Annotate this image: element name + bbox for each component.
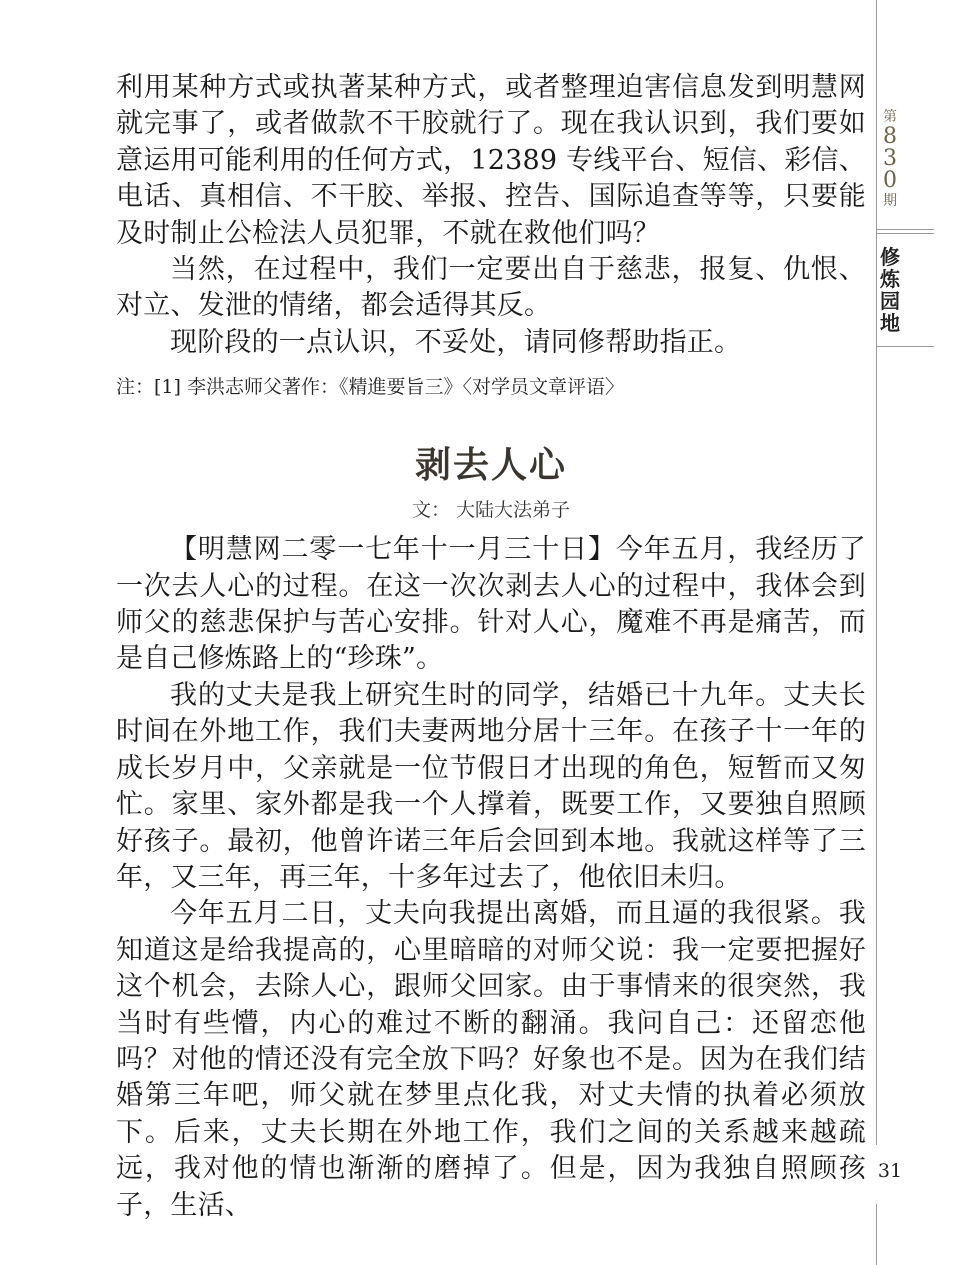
issue-suffix: 期 <box>883 193 897 209</box>
issue-digit: 8 <box>883 124 897 149</box>
article-paragraph: 今年五月二日，丈夫向我提出离婚，而且逼的我很紧。我知道这是给我提高的，心里暗暗的对师父说：我一定要把握好这个机会，去除人心，跟师父回家。由于事情来的很突然，我当时有些懵，内心的难过不断的翻涌。我问自己：还留恋他吗？对他的情还没有完全放下吗？好象也不是。因为在我们结婚第三年吧，师父就在梦里点化我，对丈夫情的执着必须放下。后来，丈夫长期在外地工作，我们之间的关系越来越疏远，我对他的情也渐渐的磨掉了。但是，因为我独自照顾孩子，生活、 <box>116 898 866 1221</box>
prev-article-paragraph: 当然，在过程中，我们一定要出自于慈悲，报复、仇恨、对立、发泄的情绪，都会适得其反。 <box>116 254 866 322</box>
prev-article-paragraph: 现阶段的一点认识，不妥处，请同修帮助指正。 <box>170 326 742 358</box>
section-char: 地 <box>880 311 900 335</box>
section-char: 园 <box>880 289 900 313</box>
sidebar-divider-2 <box>876 233 934 234</box>
page-number: 31 <box>877 1160 903 1182</box>
article-paragraph: 【明慧网二零一七年十一月三十日】今年五月，我经历了一次去人心的过程。在这一次次剥去人心的过程中，我体会到师父的慈悲保护与苦心安排。针对人心，魔难不再是痛苦，而是自己修炼路上的“珍珠”。 <box>116 534 866 675</box>
sidebar-divider-1 <box>876 229 934 230</box>
footnote: 注：[1] 李洪志师父著作：《精進要旨三》〈对学员文章评语〉 <box>116 376 624 399</box>
issue-number <box>880 108 900 210</box>
sidebar-rule-bottom <box>876 1204 877 1265</box>
article-title: 剥去人心 <box>414 444 567 487</box>
sidebar-rule-top <box>876 0 877 350</box>
issue-digit: 3 <box>883 146 897 171</box>
sidebar-divider-3 <box>876 346 934 347</box>
page-content <box>116 70 866 1224</box>
prev-article-paragraph: 利用某种方式或执著某种方式，或者整理迫害信息发到明慧网就完事了，或者做款不干胶就行了。现在我认识到，我们要如意运用可能利用的任何方式，12389 专线平台、短信、彩信、电话、真相信、不干胶、举报、控告、国际追查等等，只要能及时制止公检法人员犯罪，不就在救他们吗？ <box>116 72 866 249</box>
section-char: 修 <box>880 245 900 269</box>
article-paragraph: 我的丈夫是我上研究生时的同学，结婚已十九年。丈夫长时间在外地工作，我们夫妻两地分居十三年。在孩子十一年的成长岁月中，父亲就是一位节假日才出现的角色，短暂而又匆忙。家里、家外都是我一个人撑着，既要工作，又要独自照顾好孩子。最初，他曾许诺三年后会回到本地。我就这样等了三年，又三年，再三年，十多年过去了，他依旧未归。 <box>116 679 866 893</box>
article-byline: 文： 大陆大法弟子 <box>411 499 571 522</box>
issue-digit: 0 <box>883 168 897 193</box>
section-label <box>880 246 900 334</box>
section-char: 炼 <box>880 267 900 291</box>
issue-prefix: 第 <box>883 109 897 125</box>
sidebar-rule-middle <box>876 350 877 1145</box>
